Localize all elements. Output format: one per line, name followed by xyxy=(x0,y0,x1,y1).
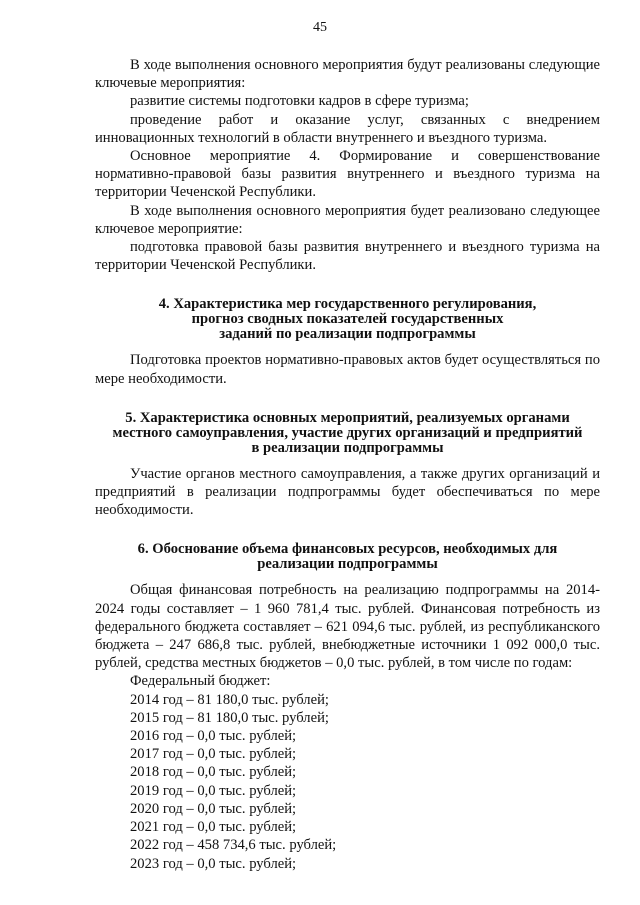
year-row: 2022 год – 458 734,6 тыс. рублей; xyxy=(130,837,337,854)
section-4-title-line: прогноз сводных показателей государственных xyxy=(191,311,504,328)
year-row: 2016 год – 0,0 тыс. рублей; xyxy=(130,728,297,745)
section-5-title-line: местного самоуправления, участие других организаций и предприятий xyxy=(112,424,583,441)
page-number: 45 xyxy=(313,20,327,35)
paragraph: Основное мероприятие 4. Формирование и совершенствование нормативно-правовой базы развития внутреннего и въездного туризма на территории Чеченской Республики. xyxy=(95,148,600,201)
section-4-text: Подготовка проектов нормативно-правовых актов будет осуществляться по мере необходимости. xyxy=(95,352,600,387)
paragraph: В ходе выполнения основного мероприятия будут реализованы следующие ключевые мероприятия: xyxy=(95,57,600,92)
year-row: 2014 год – 81 180,0 тыс. рублей; xyxy=(130,691,329,708)
section-6-title-line: 6. Обоснование объема финансовых ресурсов, необходимых для xyxy=(137,541,558,558)
paragraph: развитие системы подготовки кадров в сфере туризма; xyxy=(130,93,469,110)
document-body xyxy=(95,56,600,873)
section-6-text: Общая финансовая потребность на реализацию подпрограммы на 2014-2024 годы составляет – 1 960 781,4 тыс. рублей. Финансовая потребность из федерального бюджета составляет – 621 094,6 тыс. рублей, из республиканского бюджета – 247 686,8 тыс. рублей, внебюджетные источники 1 092 000,0 тыс. рублей, средства местных бюджетов – 0,0 тыс. рублей, в том числе по годам: xyxy=(95,582,600,672)
year-row: 2018 год – 0,0 тыс. рублей; xyxy=(130,764,297,781)
section-5-text: Участие органов местного самоуправления, а также других организаций и предприятий в реализации подпрограммы будет обеспечиваться по мере необходимости. xyxy=(95,465,600,519)
paragraph: подготовка правовой базы развития внутреннего и въездного туризма на территории Чеченской Республики. xyxy=(95,239,600,274)
year-row: 2017 год – 0,0 тыс. рублей; xyxy=(130,746,297,763)
section-5-title-line: 5. Характеристика основных мероприятий, реализуемых органами xyxy=(125,409,570,426)
section-4-title-line: 4. Характеристика мер государственного регулирования, xyxy=(158,296,537,313)
paragraph: В ходе выполнения основного мероприятия будет реализовано следующее ключевое мероприятие: xyxy=(95,202,600,237)
year-row: 2020 год – 0,0 тыс. рублей; xyxy=(130,800,297,817)
section-5-title-line: в реализации подпрограммы xyxy=(251,439,444,456)
federal-budget-label: Федеральный бюджет: xyxy=(130,673,271,690)
year-row: 2015 год – 81 180,0 тыс. рублей; xyxy=(130,709,329,726)
year-row: 2023 год – 0,0 тыс. рублей; xyxy=(130,855,297,872)
year-row: 2021 год – 0,0 тыс. рублей; xyxy=(130,819,297,836)
section-4-title-line: заданий по реализации подпрограммы xyxy=(219,326,476,343)
section-6-title-line: реализации подпрограммы xyxy=(257,556,438,573)
year-row: 2019 год – 0,0 тыс. рублей; xyxy=(130,782,297,799)
paragraph: проведение работ и оказание услуг, связанных с внедрением инновационных технологий в области внутреннего и въездного туризма. xyxy=(95,111,600,146)
